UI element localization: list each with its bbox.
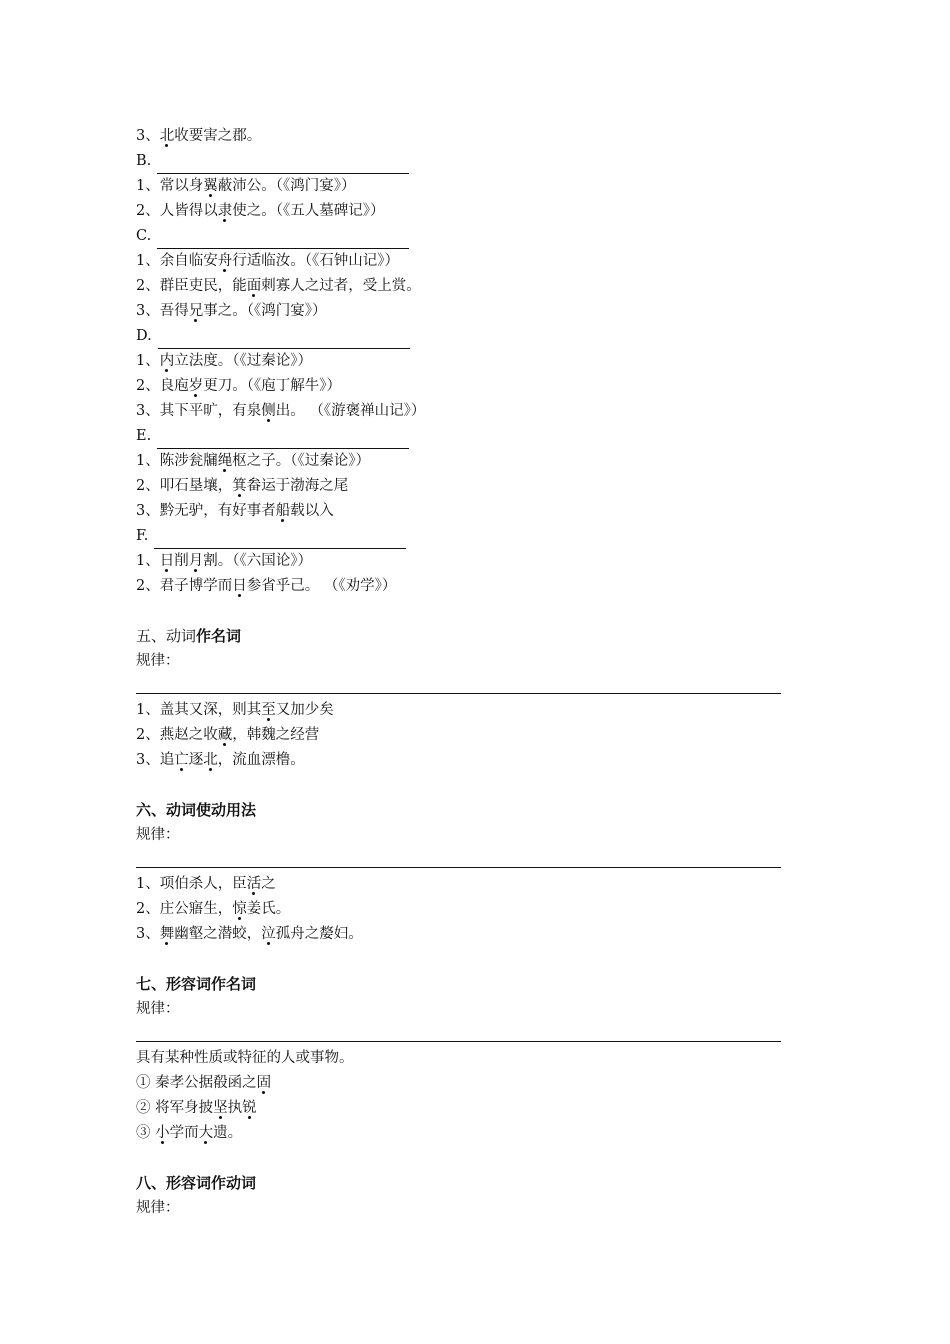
example-line xyxy=(136,124,786,149)
option-letter: B. xyxy=(136,153,152,169)
example-line xyxy=(136,723,786,748)
text-run: 行适临汝。（《石钟山记》） xyxy=(232,253,399,269)
section-heading xyxy=(136,798,786,823)
text-run: 幽壑之潜蛟， xyxy=(174,926,262,942)
text-run: 姜氏。 xyxy=(246,901,291,917)
text-run: 1、常以身 xyxy=(136,178,204,194)
dotted-char: 固 xyxy=(256,1075,272,1091)
text-run: 1、盖其又深，则其 xyxy=(136,702,262,718)
dotted-char: 月 xyxy=(188,553,204,569)
example-line xyxy=(136,399,786,424)
text-run: 3、追 xyxy=(136,752,175,768)
heading-title: 七、形容词作名词 xyxy=(136,975,257,993)
text-run: ② 将军身披 xyxy=(136,1100,214,1116)
rule-label: 规律： xyxy=(136,827,180,843)
dotted-char: 日 xyxy=(159,553,175,569)
dotted-char: 活 xyxy=(246,876,262,892)
rule-label: 规律： xyxy=(136,1200,180,1216)
answer-blank xyxy=(157,429,409,449)
option-letter: F. xyxy=(136,528,149,544)
section-heading xyxy=(136,1171,786,1196)
option-letter: C. xyxy=(136,228,152,244)
rule-label: 规律： xyxy=(136,653,180,669)
dotted-char: 侧 xyxy=(261,403,276,419)
example-line xyxy=(136,698,786,723)
dotted-char: 藏 xyxy=(217,727,233,743)
text-run: 具有某种性质或特征的人或事物。 xyxy=(136,1050,354,1066)
text-run: 立法度。（《过秦论》） xyxy=(174,353,312,369)
document-body xyxy=(136,124,786,1220)
dotted-char: 岁 xyxy=(188,378,204,394)
example-line xyxy=(136,922,786,947)
text-run: 执 xyxy=(227,1100,243,1116)
text-run: 2、燕赵之收 xyxy=(136,727,218,743)
answer-blank xyxy=(157,229,409,249)
dotted-char: 面 xyxy=(246,278,262,294)
text-run: ，流血漂橹。 xyxy=(217,752,305,768)
example-line xyxy=(136,449,786,474)
text-run: 3、其下平旷，有泉 xyxy=(136,403,262,419)
dotted-char: 坚 xyxy=(213,1100,228,1116)
text-run: ③ xyxy=(136,1125,156,1141)
text-run: 又加少矣 xyxy=(275,702,334,718)
example-line xyxy=(136,748,786,773)
example-line xyxy=(136,374,786,399)
text-run: 3、 xyxy=(136,128,160,144)
example-line xyxy=(136,574,786,599)
text-run: 2、君子博学而 xyxy=(136,578,233,594)
dotted-char: 北 xyxy=(159,128,175,144)
option-letter: D. xyxy=(136,328,152,344)
text-run: 遗。 xyxy=(213,1125,243,1141)
example-line xyxy=(136,349,786,374)
text-run: 更刀。（《庖丁解牛》） xyxy=(203,378,341,394)
text-run: 刺寡人之过者，受上赏。 xyxy=(261,278,421,294)
text-run: 收要害之郡。 xyxy=(174,128,262,144)
text-run: ① 秦孝公据殽函之 xyxy=(136,1075,257,1091)
dotted-char: 泣 xyxy=(261,926,276,942)
dotted-char: 大 xyxy=(198,1125,214,1141)
heading-prefix: 五、动词 xyxy=(136,627,197,645)
option-label-row xyxy=(136,524,786,549)
text-run: 1、 xyxy=(136,353,160,369)
dotted-char: 兄 xyxy=(188,303,204,319)
example-line xyxy=(136,872,786,897)
option-label-row xyxy=(136,424,786,449)
text-run: 枢之子。（《过秦论》） xyxy=(232,453,370,469)
dotted-char: 北 xyxy=(203,752,218,768)
example-line xyxy=(136,1096,786,1121)
rule-answer-line xyxy=(136,847,781,868)
text-run: 2、叩石垦壤， xyxy=(136,478,233,494)
example-line xyxy=(136,174,786,199)
section-heading xyxy=(136,972,786,997)
text-run: 3、黔无驴，有好事者 xyxy=(136,503,276,519)
text-run: 使之。（《五人墓碑记》） xyxy=(232,203,385,219)
text-run: 2、良庖 xyxy=(136,378,189,394)
text-run: 削 xyxy=(174,553,189,569)
example-line xyxy=(136,249,786,274)
text-run: 出。 （《游褒禅山记》） xyxy=(275,403,426,419)
rule-label: 规律： xyxy=(136,1001,180,1017)
section-heading xyxy=(136,624,786,649)
example-line xyxy=(136,199,786,224)
dotted-char: 翼 xyxy=(203,178,218,194)
text-run: 畚运于渤海之尾 xyxy=(246,478,349,494)
dotted-char: 舞 xyxy=(159,926,175,942)
dotted-char: 小 xyxy=(155,1125,170,1141)
text-run: 1、余自临安 xyxy=(136,253,218,269)
rule-answer-line xyxy=(136,673,781,694)
option-letter: E. xyxy=(136,428,152,444)
heading-title: 六、动词使动用法 xyxy=(136,801,257,819)
text-run: 参省乎己。 （《劝学》） xyxy=(246,578,397,594)
text-run: 1、项伯杀人，臣 xyxy=(136,876,247,892)
option-label-row xyxy=(136,324,786,349)
text-run: 蔽沛公。（《鸿门宴》） xyxy=(217,178,356,194)
text-run: 2、人皆得以 xyxy=(136,203,218,219)
dotted-char: 锐 xyxy=(242,1100,257,1116)
heading-title: 八、形容词作动词 xyxy=(136,1174,257,1192)
dotted-char: 隶 xyxy=(217,203,233,219)
text-run: 1、 xyxy=(136,553,160,569)
text-run: 载以入 xyxy=(290,503,334,519)
text-run: 割。（《六国论》） xyxy=(203,553,312,569)
text-run: 学而 xyxy=(169,1125,199,1141)
text-run: 2、庄公寤生， xyxy=(136,901,233,917)
example-line xyxy=(136,499,786,524)
answer-blank xyxy=(154,529,406,549)
option-label-row xyxy=(136,149,786,174)
dotted-char: 日 xyxy=(232,578,247,594)
text-run: 3、 xyxy=(136,926,160,942)
dotted-char: 舟 xyxy=(217,253,233,269)
example-line xyxy=(136,549,786,574)
dotted-char: 惊 xyxy=(232,901,247,917)
text-run: 2、群臣吏民，能 xyxy=(136,278,247,294)
heading-title: 作名词 xyxy=(196,627,242,645)
dotted-char: 绳 xyxy=(217,453,233,469)
text-run: 之 xyxy=(261,876,276,892)
text-run: 1、陈涉瓮牖 xyxy=(136,453,218,469)
text-run: 事之。（《鸿门宴》） xyxy=(203,303,327,319)
example-line xyxy=(136,897,786,922)
dotted-char: 箕 xyxy=(232,478,247,494)
answer-blank xyxy=(158,329,410,349)
example-line xyxy=(136,299,786,324)
example-line xyxy=(136,1046,786,1071)
text-run: 孤舟之嫠妇。 xyxy=(275,926,363,942)
dotted-char: 亡 xyxy=(174,752,189,768)
example-line xyxy=(136,1071,786,1096)
example-line xyxy=(136,1121,786,1146)
text-run: 逐 xyxy=(188,752,204,768)
example-line xyxy=(136,274,786,299)
option-label-row xyxy=(136,224,786,249)
dotted-char: 船 xyxy=(275,503,291,519)
text-run: 3、吾得 xyxy=(136,303,189,319)
answer-blank xyxy=(157,154,409,174)
dotted-char: 至 xyxy=(261,702,276,718)
dotted-char: 内 xyxy=(159,353,175,369)
rule-answer-line xyxy=(136,1021,781,1042)
example-line xyxy=(136,474,786,499)
text-run: ，韩魏之经营 xyxy=(232,727,320,743)
